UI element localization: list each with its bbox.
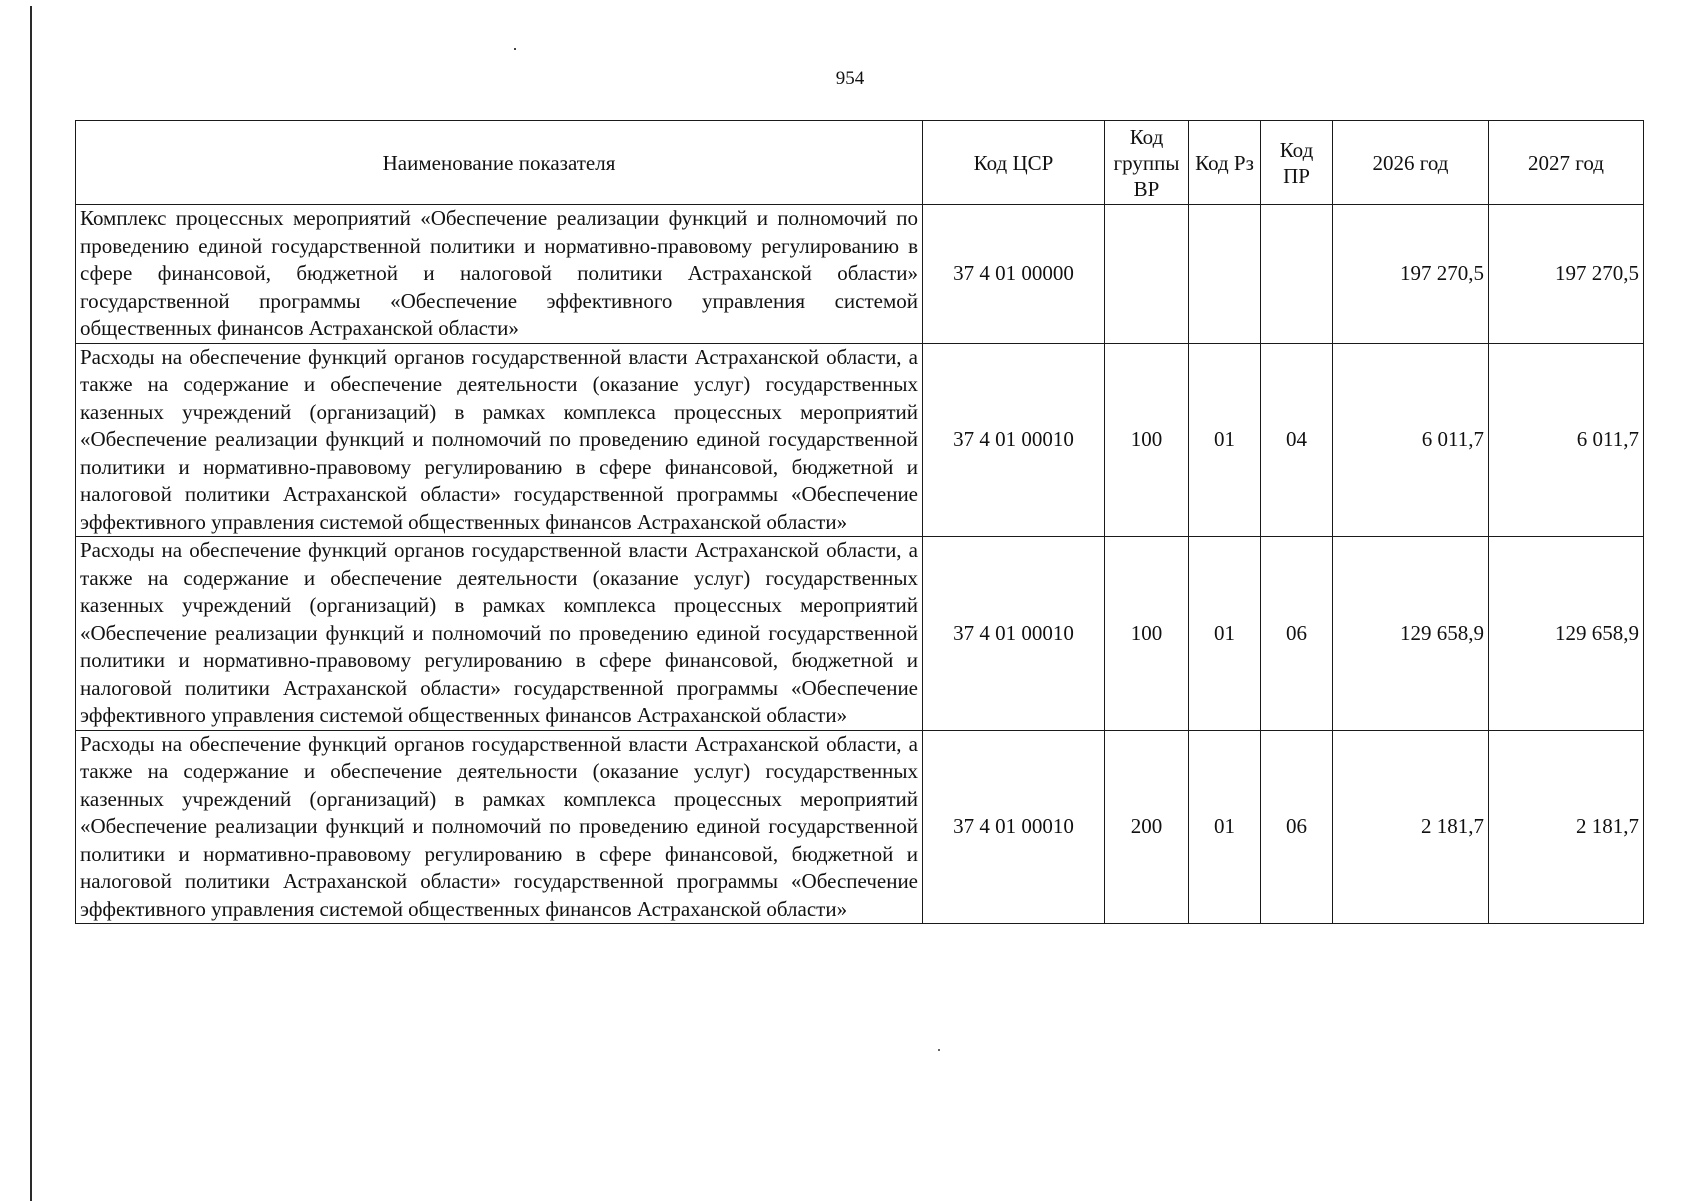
- row-csr-code: 37 4 01 00000: [923, 205, 1105, 344]
- header-csr-code: Код ЦСР: [923, 121, 1105, 205]
- scan-speck: [514, 48, 516, 50]
- row-rz-code: 01: [1189, 730, 1261, 924]
- row-csr-code: 37 4 01 00010: [923, 730, 1105, 924]
- row-rz-code: [1189, 205, 1261, 344]
- row-pr-code: 06: [1261, 730, 1333, 924]
- header-year-2027: 2027 год: [1489, 121, 1644, 205]
- row-csr-code: 37 4 01 00010: [923, 537, 1105, 731]
- page-number: 954: [835, 68, 865, 89]
- row-amount-2027: 197 270,5: [1489, 205, 1644, 344]
- row-vr-code: 200: [1105, 730, 1189, 924]
- row-rz-code: 01: [1189, 537, 1261, 731]
- row-pr-code: [1261, 205, 1333, 344]
- row-amount-2026: 129 658,9: [1333, 537, 1489, 731]
- row-amount-2026: 6 011,7: [1333, 343, 1489, 537]
- row-amount-2027: 129 658,9: [1489, 537, 1644, 731]
- header-rz-code: Код Рз: [1189, 121, 1261, 205]
- row-pr-code: 04: [1261, 343, 1333, 537]
- row-amount-2027: 2 181,7: [1489, 730, 1644, 924]
- row-vr-code: [1105, 205, 1189, 344]
- row-name: Расходы на обеспечение функций органов государственной власти Астраханской области, а также на содержание и обеспечение деятельности (оказание услуг) государственных казенных учреждений (организаций) в рамках комплекса процессных мероприятий «Обеспечение реализации функций и полномочий по проведению единой государственной политики и нормативно-правовому регулированию в сфере финансовой, бюджетной и налоговой политики Астраханской области» государственной программы «Обеспечение эффективного управления системой общественных финансов Астраханской области»: [76, 537, 923, 731]
- row-amount-2026: 197 270,5: [1333, 205, 1489, 344]
- row-rz-code: 01: [1189, 343, 1261, 537]
- row-name: Расходы на обеспечение функций органов государственной власти Астраханской области, а также на содержание и обеспечение деятельности (оказание услуг) государственных казенных учреждений (организаций) в рамках комплекса процессных мероприятий «Обеспечение реализации функций и полномочий по проведению единой государственной политики и нормативно-правовому регулированию в сфере финансовой, бюджетной и налоговой политики Астраханской области» государственной программы «Обеспечение эффективного управления системой общественных финансов Астраханской области»: [76, 730, 923, 924]
- table-header-row: [76, 121, 1644, 205]
- header-name: Наименование показателя: [76, 121, 923, 205]
- scan-border-line: [30, 6, 32, 1201]
- row-amount-2026: 2 181,7: [1333, 730, 1489, 924]
- table-row: [76, 343, 1644, 537]
- table-row: [76, 537, 1644, 731]
- header-year-2026: 2026 год: [1333, 121, 1489, 205]
- row-name: Комплекс процессных мероприятий «Обеспечение реализации функций и полномочий по проведению единой государственной политики и нормативно-правовому регулированию в сфере финансовой, бюджетной и налоговой политики Астраханской области» государственной программы «Обеспечение эффективного управления системой общественных финансов Астраханской области»: [76, 205, 923, 344]
- row-csr-code: 37 4 01 00010: [923, 343, 1105, 537]
- row-vr-code: 100: [1105, 343, 1189, 537]
- scan-speck: [938, 1049, 940, 1051]
- table-row: [76, 205, 1644, 344]
- row-name: Расходы на обеспечение функций органов государственной власти Астраханской области, а также на содержание и обеспечение деятельности (оказание услуг) государственных казенных учреждений (организаций) в рамках комплекса процессных мероприятий «Обеспечение реализации функций и полномочий по проведению единой государственной политики и нормативно-правовому регулированию в сфере финансовой, бюджетной и налоговой политики Астраханской области» государственной программы «Обеспечение эффективного управления системой общественных финансов Астраханской области»: [76, 343, 923, 537]
- header-pr-code: Код ПР: [1261, 121, 1333, 205]
- table-row: [76, 730, 1644, 924]
- budget-table: [75, 120, 1644, 924]
- header-vr-code: Код группы ВР: [1105, 121, 1189, 205]
- row-vr-code: 100: [1105, 537, 1189, 731]
- row-pr-code: 06: [1261, 537, 1333, 731]
- row-amount-2027: 6 011,7: [1489, 343, 1644, 537]
